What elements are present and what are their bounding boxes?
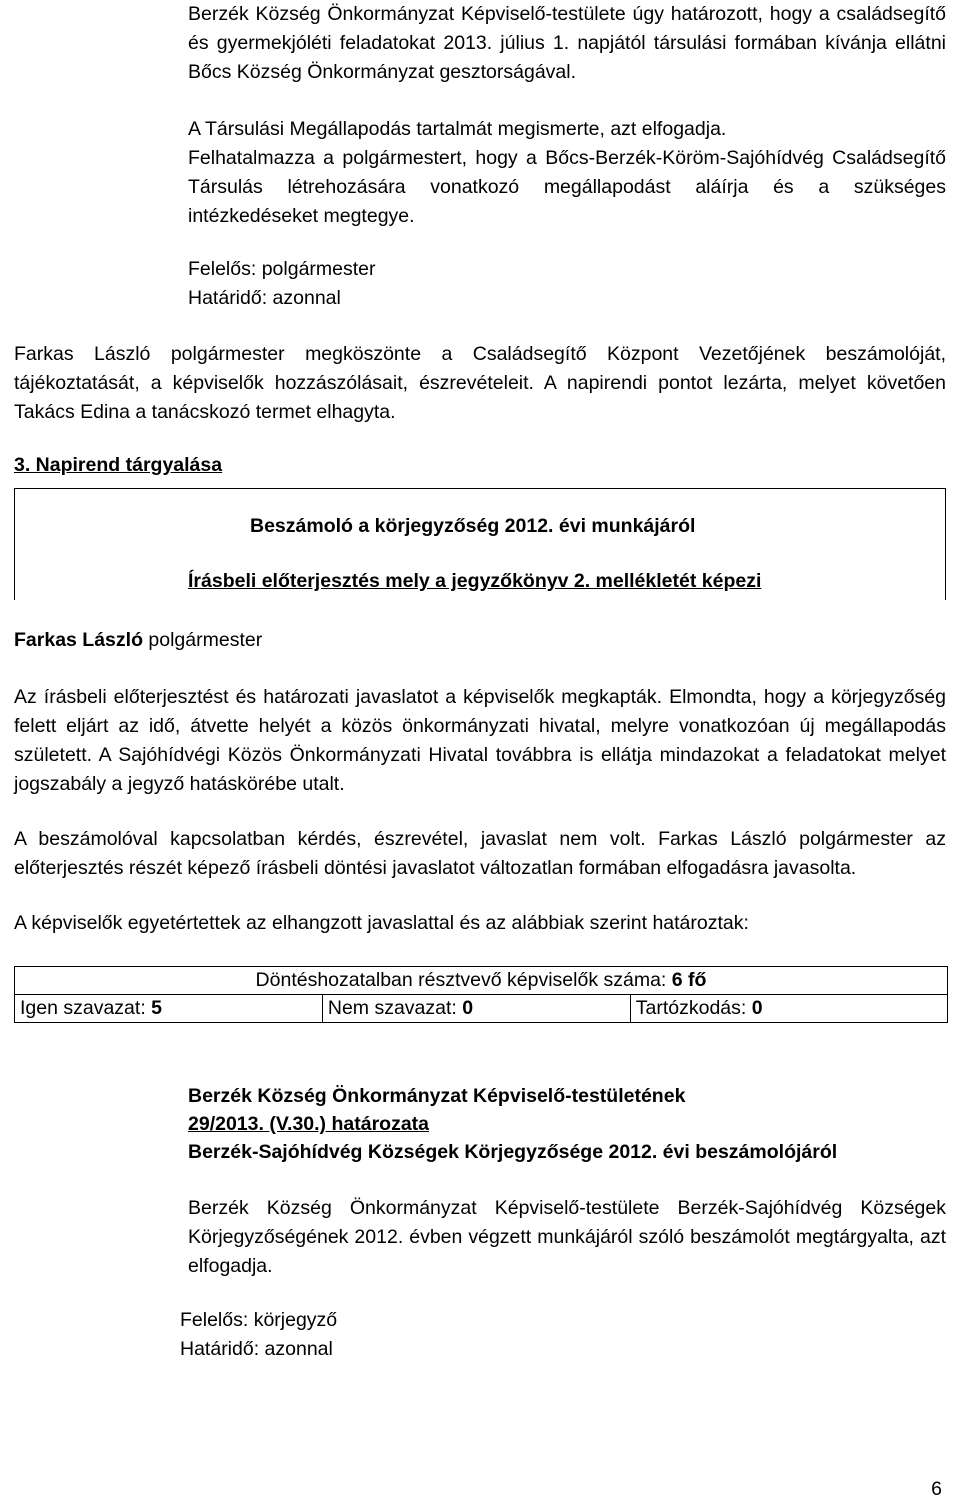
yes-label: Igen szavazat: bbox=[20, 997, 152, 1019]
speaker-role: polgármester bbox=[142, 629, 263, 651]
paragraph-report: Az írásbeli előterjesztést és határozati javaslatot a képviselők megkapták. Elmondta, hogy a körjegyzőség felett eljárt az idő, átvette helyét a közös önkormányzati hivatal, melyre vonatkozóan új megállapodás született. A Sajóhídvégi Közös Önkormányzati Hivatal továbbra is ellátja mindazokat a feladatokat melyet jogszabály a jegyző hatáskörébe utalt. bbox=[14, 686, 946, 795]
abstain-value: 0 bbox=[751, 997, 763, 1019]
speaker-name: Farkas László bbox=[14, 629, 143, 651]
agenda-title: Beszámoló a körjegyzőség 2012. évi munkájáról bbox=[250, 515, 696, 537]
resolution-responsible: Felelős: körjegyző bbox=[180, 1309, 338, 1331]
yes-value: 5 bbox=[151, 997, 163, 1019]
resolution-deadline: Határidő: azonnal bbox=[180, 1338, 333, 1360]
no-cell bbox=[322, 995, 630, 1023]
paragraph-vote-intro: A képviselők egyetértettek az elhangzott javaslattal és az alábbiak szerint határoztak: bbox=[14, 912, 749, 934]
vote-table-row bbox=[15, 967, 948, 995]
paragraph-discussion: A beszámolóval kapcsolatban kérdés, észrevétel, javaslat nem volt. Farkas László polgármester az előterjesztés részét képező írásbeli döntési javaslatot változatlan formában elfogadásra javasolta. bbox=[14, 828, 946, 879]
paragraph-closing: Farkas László polgármester megköszönte a Családsegítő Központ Vezetőjének beszámolóját, tájékoztatását, a képviselők hozzászólásait, észrevételeit. A napirendi pontot lezárta, melyet követően Takács Edina a tanácskozó termet elhagyta. bbox=[14, 343, 946, 423]
paragraph-acceptance: A Társulási Megállapodás tartalmát megismerte, azt elfogadja. bbox=[188, 118, 727, 140]
speaker-line bbox=[14, 626, 614, 655]
no-value: 0 bbox=[462, 997, 474, 1019]
paragraph-authorization: Felhatalmazza a polgármestert, hogy a Bőcs-Berzék-Köröm-Sajóhídvég Családsegítő Társulás létrehozására vonatkozó megállapodást aláírja és a szükséges intézkedéseket megtegye. bbox=[188, 147, 946, 227]
vote-table-row bbox=[15, 995, 948, 1023]
resolution-subject: Berzék-Sajóhídvég Községek Körjegyzősége 2012. évi beszámolójáról bbox=[188, 1141, 838, 1163]
vote-table bbox=[14, 966, 948, 1023]
participants-label: Döntéshozatalban résztvevő képviselők száma: bbox=[255, 969, 672, 991]
paragraph-decision: Berzék Község Önkormányzat Képviselő-testülete úgy határozott, hogy a családsegítő és gyermekjóléti feladatokat 2013. július 1. napjától társulási formában kívánja ellátni Bőcs Község Önkormányzat gesztorságával. bbox=[188, 3, 946, 83]
abstain-cell bbox=[630, 995, 947, 1023]
agenda-subtitle: Írásbeli előterjesztés mely a jegyzőkönyv 2. mellékletét képezi bbox=[188, 570, 762, 592]
resolution-body: Berzék Község Önkormányzat Képviselő-testülete Berzék-Sajóhídvég Községek Körjegyzőségének 2012. évben végzett munkájáról szóló beszámolót megtárgyalta, azt elfogadja. bbox=[188, 1197, 946, 1277]
resolution-title: Berzék Község Önkormányzat Képviselő-testületének bbox=[188, 1085, 686, 1107]
page-number: 6 bbox=[931, 1478, 942, 1500]
deadline-line: Határidő: azonnal bbox=[188, 287, 341, 309]
participants-value: 6 fő bbox=[671, 969, 707, 991]
responsible-line: Felelős: polgármester bbox=[188, 258, 376, 280]
no-label: Nem szavazat: bbox=[327, 997, 463, 1019]
agenda-heading: 3. Napirend tárgyalása bbox=[14, 454, 223, 476]
resolution-number: 29/2013. (V.30.) határozata bbox=[188, 1113, 429, 1135]
participants-cell bbox=[15, 967, 948, 995]
yes-cell bbox=[15, 995, 323, 1023]
abstain-label: Tartózkodás: bbox=[635, 997, 752, 1019]
